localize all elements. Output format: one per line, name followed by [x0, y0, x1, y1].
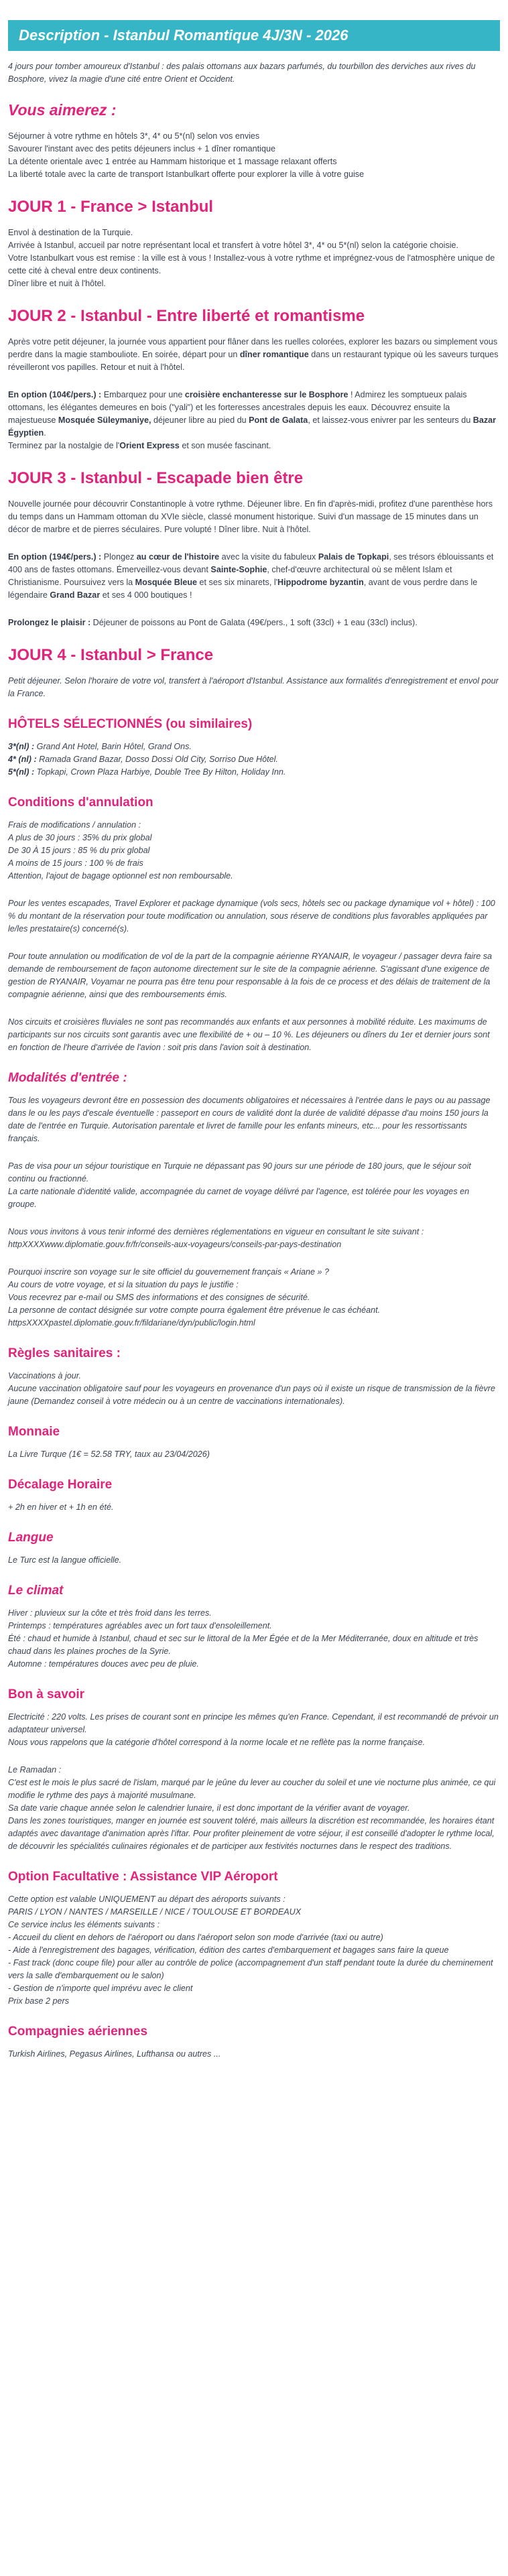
annulation-line: Frais de modifications / annulation : — [8, 820, 141, 830]
page-title-banner — [8, 20, 500, 51]
entree-paragraph: Tous les voyageurs devront être en possession des documents obligatoires et nécessaires à l'entrée dans le pays ou au passage dans le ou les pays d'escale éventuelle : passeport en cours de validité dont la durée de validité dépasse d'au moins 150 jours la date de l'entrée en Turquie. Autorisation parentale et livret de famille pour les enfants mineurs, etc... pour les ressortissants français. — [8, 1096, 491, 1143]
section-monnaie — [8, 1424, 500, 1461]
day2-option-paragraph: En option (104€/pers.) : Embarquez pour une croisière enchanteresse sur le Bosphore ! Admirez les somptueux palais ottomans, les élégantes demeures en bois ("yali") et les forteresses ancestrales depuis les eaux. Découvrez ensuite la majestueuse Mosquée Süleymaniye, déjeuner libre au pied du Pont de Galata, et laissez-vous enivrer par les senteurs du Bazar Égyptien. Terminez par la nostalgie de l'Orient Express et son musée fascinant. — [8, 390, 497, 450]
section-day3 — [8, 468, 500, 629]
section-entree — [8, 1070, 500, 1330]
day1-line: Votre Istanbulkart vous est remise : la ville est à vous ! Installez-vous à votre rythme et imprégnez-vous de l'atmosphère unique de cette cité à cheval entre deux continents. — [8, 253, 495, 275]
savoir-paragraph: Electricité : 220 volts. Les prises de courant sont en principe les mêmes qu'en France. Cependant, il est recommandé de prévoir un adaptateur universel. Nous vous rappelons que la catégorie d'hôtel correspond à la norme locale et ne reflète pas la norme française. — [8, 1712, 499, 1747]
section-day1 — [8, 197, 500, 290]
hotels-title: HÔTELS SÉLECTIONNÉS (ou similaires) — [8, 717, 253, 731]
day3-title: JOUR 3 - Istanbul - Escapade bien être — [8, 469, 304, 487]
compagnies-title: Compagnies aériennes — [8, 2024, 148, 2039]
entree-title: Modalités d'entrée : — [8, 1071, 127, 1085]
day4-title: JOUR 4 - Istanbul > France — [8, 646, 214, 664]
section-sanitaires — [8, 1346, 500, 1408]
annulation-line: Attention, l'ajout de bagage optionnel est non remboursable. — [8, 871, 233, 881]
aimerez-line: La détente orientale avec 1 entrée au Hammam historique et 1 massage relaxant offerts — [8, 157, 337, 166]
hotel-row: 4* (nl) : Ramada Grand Bazar, Dosso Dossi Old City, Sorriso Due Hôtel. — [8, 755, 278, 764]
climat-text: Hiver : pluvieux sur la côte et très froid dans les terres. Printemps : températures agréables avec un fort taux d'ensoleillement. Été : chaud et humide à Istanbul, chaud et sec sur le littoral de la Mer Égée et de la Mer Méditerranée, doux en altitude et très chaud dans les plaines proches de la Syrie. Automne : températures douces avec peu de pluie. — [8, 1608, 479, 1669]
section-decalage — [8, 1477, 500, 1514]
section-day2 — [8, 306, 500, 452]
day2-paragraph: Après votre petit déjeuner, la journée vous appartient pour flâner dans les ruelles colorées, explorer les bazars ou simplement vous perdre dans la magie stambouliote. En soirée, départ pour un dîner romantique dans un restaurant typique où les saveurs turques réveilleront vos papilles. Retour et nuit à l'hôtel. — [8, 337, 499, 372]
section-title-aimerez: Vous aimerez : — [8, 101, 117, 119]
vip-title: Option Facultative : Assistance VIP Aéroport — [8, 1870, 278, 1884]
decalage-text: + 2h en hiver et + 1h en été. — [8, 1502, 114, 1512]
hotel-row: 5*(nl) : Topkapi, Crown Plaza Harbiye, Double Tree By Hilton, Holiday Inn. — [8, 767, 286, 777]
annulation-line: De 30 À 15 jours : 85 % du prix global — [8, 846, 150, 855]
annulation-paragraph: Pour les ventes escapades, Travel Explorer et package dynamique (vols secs, hôtels sec ou package dynamique vol + hôtel) : 100 % du montant de la réservation pour toute modification ou annulation, sous réserve de conditions plus favorables appliquées par le/les prestataire(s) concerné(s). — [8, 899, 495, 933]
day3-option-paragraph: En option (194€/pers.) : Plongez au cœur de l'histoire avec la visite du fabuleux Palais de Topkapi, ses trésors éblouissants et 400 ans de fastes ottomans. Émerveillez-vous devant Sainte-Sophie, chef-d'œuvre architectural où se mêlent Islam et Christianisme. Poursuivez vers la Mosquée Bleue et ses six minarets, l'Hippodrome byzantin, avant de vous perdre dans le légendaire Grand Bazar et ses 4 000 boutiques ! — [8, 552, 494, 600]
day2-title: JOUR 2 - Istanbul - Entre liberté et romantisme — [8, 307, 365, 325]
intro-text: 4 jours pour tomber amoureux d'Istanbul : des palais ottomans aux bazars parfumés, du tourbillon des derviches aux rives du Bosphore, vivez la magie d'une cité entre Orient et Occident. — [8, 62, 476, 84]
langue-title: Langue — [8, 1531, 54, 1545]
annulation-line: A moins de 15 jours : 100 % de frais — [8, 858, 143, 868]
entree-paragraph: Pourquoi inscrire son voyage sur le site officiel du gouvernement français « Ariane » ? Au cours de votre voyage, et si la situation du pays le justifie : Vous recevrez par e-mail ou SMS des informations et des consignes de sécurité. La personne de contact désignée sur votre compte pourra également être prévenue le cas échéant. httpsXXXXpastel.diplomatie.gouv.fr/fildariane/dyn/public/login.html — [8, 1267, 381, 1328]
monnaie-title: Monnaie — [8, 1425, 60, 1439]
day1-line: Arrivée à Istanbul, accueil par notre représentant local et transfert à votre hôtel 3*, 4* ou 5*(nl) selon la catégorie choisie. — [8, 241, 459, 250]
day4-text: Petit déjeuner. Selon l'horaire de votre vol, transfert à l'aéroport d'Istanbul. Assistance aux formalités d'enregistrement et envol pour la France. — [8, 676, 499, 698]
page — [0, 20, 508, 2061]
vip-text: Cette option est valable UNIQUEMENT au départ des aéroports suivants : PARIS / LYON / NANTES / MARSEILLE / NICE / TOULOUSE ET BORDEAUX Ce service inclus les éléments suivants : - Accueil du client en dehors de l'aéroport ou dans l'aéroport selon son mode d'arrivée (taxi ou autre) - Aide à l'enregistrement des bagages, vérification, édition des cartes d'embarquement et bagages sans faire la queue - Fast track (donc coupe file) pour aller au contrôle de police (accompagnement d'un staff pendant toute la durée du cheminement vers la salle d'embarquement ou le salon) - Gestion de n'importe quel imprévu avec le client Prix base 2 pers — [8, 1894, 493, 2006]
section-langue — [8, 1530, 500, 1567]
section-climat — [8, 1583, 500, 1671]
aimerez-line: Savourer l'instant avec des petits déjeuners inclus + 1 dîner romantique — [8, 144, 275, 153]
section-day4 — [8, 645, 500, 700]
savoir-title: Bon à savoir — [8, 1687, 85, 1701]
annulation-line: A plus de 30 jours : 35% du prix global — [8, 833, 152, 842]
monnaie-text: La Livre Turque (1€ = 52.58 TRY, taux au 23/04/2026) — [8, 1450, 210, 1459]
decalage-title: Décalage Horaire — [8, 1478, 113, 1492]
entree-paragraph: Nous vous invitons à vous tenir informé des dernières réglementations en vigueur en consultant le site suivant : httpXXXXwww.diplomatie.gouv.fr/fr/conseils-aux-voyageurs/conseils-par-pays-destination — [8, 1227, 424, 1249]
section-hotels — [8, 716, 500, 779]
entree-paragraph: Pas de visa pour un séjour touristique en Turquie ne dépassant pas 90 jours sur une période de 180 jours, que le séjour soit continu ou fractionné. La carte nationale d'identité valide, accompagnée du carnet de voyage délivré par l'agence, est tolérée pour les voyages en groupe. — [8, 1161, 471, 1209]
annulation-paragraph: Nos circuits et croisières fluviales ne sont pas recommandés aux enfants et aux personnes à mobilité réduite. Les maximums de participants sur nos circuits sont garantis avec une flexibilité de + ou – 10 %. Les déjeuners ou dîners du 1er et dernier jours sont en fonction de l'heure d'arrivée de l'avion : soit pris dans l'avion soit à destination. — [8, 1017, 490, 1052]
annulation-paragraph: Pour toute annulation ou modification de vol de la part de la compagnie aérienne RYANAIR, le voyageur / passager devra faire sa demande de remboursement de façon autonome directement sur le site de la compagnie aérienne. S'agissant d'une exigence de gestion de RYANAIR, Voyamar ne pourra pas être tenu pour responsable à la fois de ce process et des délais de traitement de la compagnie aérienne, ainsi que des remboursements émis. — [8, 952, 493, 999]
sanitaires-title: Règles sanitaires : — [8, 1346, 121, 1360]
page-title: Description - Istanbul Romantique 4J/3N - 2026 — [19, 27, 348, 44]
langue-text: Le Turc est la langue officielle. — [8, 1555, 122, 1565]
hotel-row: 3*(nl) : Grand Ant Hotel, Barin Hôtel, Grand Ons. — [8, 742, 192, 751]
aimerez-line: Séjourner à votre rythme en hôtels 3*, 4* ou 5*(nl) selon vos envies — [8, 131, 260, 141]
annulation-title: Conditions d'annulation — [8, 795, 153, 810]
section-vip — [8, 1869, 500, 2008]
sanitaires-text: Vaccinations à jour. Aucune vaccination obligatoire sauf pour les voyageurs en provenance d'un pays où il existe un risque de transmission de la fièvre jaune (Demandez conseil à votre médecin ou à un centre de vaccinations internationales). — [8, 1371, 495, 1406]
section-aimerez — [8, 101, 500, 181]
section-savoir — [8, 1687, 500, 1853]
day1-line: Envol à destination de la Turquie. — [8, 228, 133, 237]
day3-paragraph: Nouvelle journée pour découvrir Constantinople à votre rythme. Déjeuner libre. En fin d'après-midi, profitez d'une parenthèse hors du temps dans un Hammam ottoman du XVIe siècle, classé monument historique. Suivi d'un massage de 15 minutes dans un décor de marbre et de pierres séculaires. Pure volupté ! Dîner libre. Nuit à l'hôtel. — [8, 499, 493, 534]
compagnies-text: Turkish Airlines, Pegasus Airlines, Lufthansa ou autres ... — [8, 2049, 221, 2059]
climat-title: Le climat — [8, 1584, 64, 1598]
day3-extra-paragraph: Prolongez le plaisir : Déjeuner de poissons au Pont de Galata (49€/pers., 1 soft (33cl) + 1 eau (33cl) inclus). — [8, 618, 418, 627]
aimerez-line: La liberté totale avec la carte de transport Istanbulkart offerte pour explorer la ville à votre guise — [8, 170, 365, 179]
savoir-paragraph: Le Ramadan : C'est est le mois le plus sacré de l'islam, marqué par le jeûne du lever au coucher du soleil et une vie nocturne plus animée, ce qui modifie le rythme des pays à majorité musulmane. Sa date varie chaque année selon le calendrier lunaire, il est donc important de la vérifier avant de voyager. Dans les zones touristiques, manger en journée est souvent toléré, mais ailleurs la discrétion est recommandée, les horaires étant adaptés avec davantage d'animation après l'iftar. Pour profiter pleinement de votre séjour, il est conseillé d'adopter le rythme local, de découvrir les spécialités culinaires régionales et de participer aux festivités nocturnes dans le respect des traditions. — [8, 1765, 496, 1851]
section-annulation — [8, 795, 500, 1054]
day1-line: Dîner libre et nuit à l'hôtel. — [8, 279, 106, 288]
day1-title: JOUR 1 - France > Istanbul — [8, 198, 214, 216]
section-compagnies — [8, 2024, 500, 2061]
